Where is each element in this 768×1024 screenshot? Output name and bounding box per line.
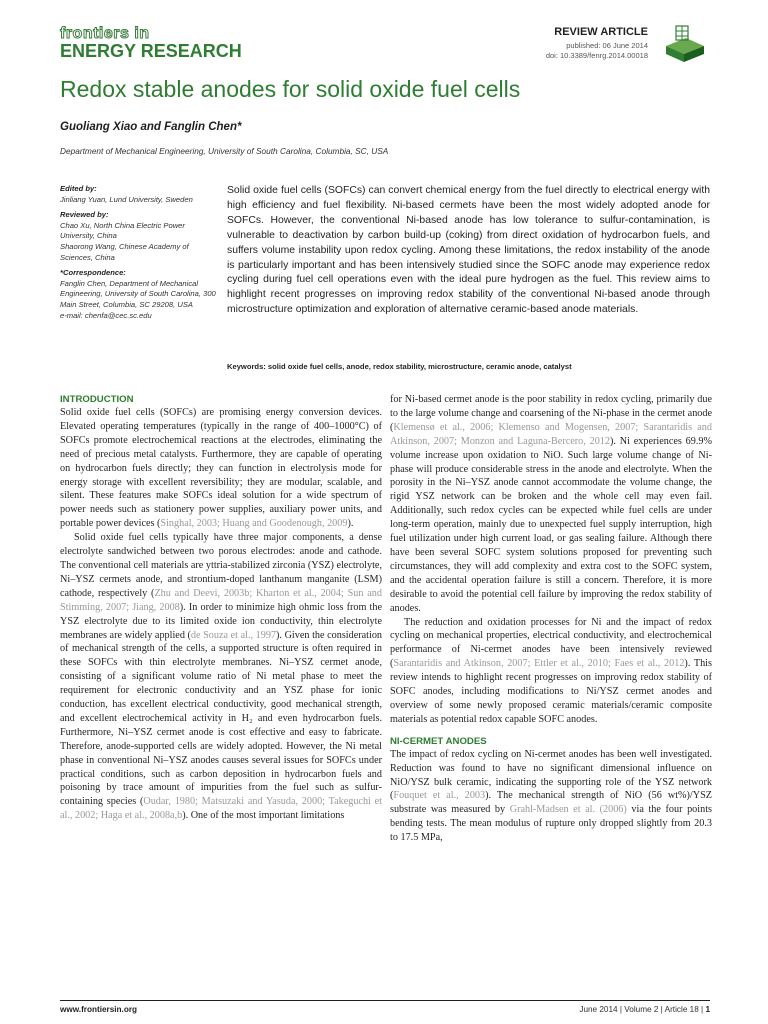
- doi: doi: 10.3389/fenrg.2014.00018: [545, 51, 648, 60]
- published-date: published: 06 June 2014: [566, 41, 648, 50]
- paragraph: The reduction and oxidation processes for Ni and the impact of redox cycling on mechanical properties, electrical conductivity, and electrochemical performance of Ni-cermet anodes have been intensively reviewed (Sarantaridis and Atkinson, 2007; Ettler et al., 2010; Faes et al., 2012). This review intends to highlight recent progresses on improving redox stability of SOFC anodes, including modifications to Ni/YSZ cermet anodes and overview of some newly proposed ceramic materials/ceramic composite materials as potential redox capable SOFC anodes.: [390, 616, 712, 725]
- paragraph: The impact of redox cycling on Ni-cermet anodes has been well investigated. Reduction was found to have no significant dimensional influence on NiO/YSZ bulk ceramic, indicating the supporting role of the YSZ network (Fouquet et al., 2003). The mechanical strength of NiO (56 wt%)/YSZ substrate was measured by Grahl-Madsen et al. (2006) via the four points bending tests. The mean modulus of rupture only dropped slightly from 20.3 to 17.5 MPa,: [390, 748, 712, 844]
- citation-link[interactable]: Oudar, 1980; Matsuzaki and Yasuda, 2000; Takeguchi et al., 2002; Haga et al., 2008a,b: [60, 796, 382, 822]
- edited-by-label: Edited by:: [60, 184, 97, 193]
- reviewer: Chao Xu, North China Electric Power University, China: [60, 220, 185, 241]
- citation-link[interactable]: Zhu and Deevi, 2003b; Kharton et al., 2004; Sun and Stimming, 2007; Jiang, 2008: [60, 587, 382, 613]
- paragraph: Solid oxide fuel cells typically have three major components, a dense electrolyte sandwiched between two porous electrodes: anode and cathode. The conventional cell materials are yttria-stabilized zirconia (YSZ) electrolyte, Ni–YSZ cermets anode, and strontium-doped lanthanum manganite (LSM) cathode, respectively (Zhu and Deevi, 2003b; Kharton et al., 2004; Sun and Stimming, 2007; Jiang, 2008). In order to minimize high ohmic loss from the YSZ electrolyte due to its limited oxide ion conductivity, thin electrolyte membranes are widely applied (de Souza et al., 1997). Given the consideration of mechanical strength of the cells, a supported structure is often required in these SOFCs with thin electrolyte membranes. Ni–YSZ cermet anode, consisting of a significant volume ratio of Ni metal phase to meet the requirement for electronic conductivity and an YSZ phase for ionic conduction, has excellent electrical conductivity, good mechanical strength, and excellent electrochemical activity in H₂ and even hydrocarbon fuels. Furthermore, Ni–YSZ cermet anode is cost effective and easy to fabricate. Therefore, anode-supported cells are widely adopted. However, the Ni metal phase in conventional Ni–YSZ anodes causes several issues for SOFCs under practical conditions, such as carbon deposition in hydrocarbon fuels and poisoning by trace amount of impurities from the fuel such as sulfur-containing species (Oudar, 1980; Matsuzaki and Yasuda, 2000; Takeguchi et al., 2002; Haga et al., 2008a,b). One of the most important limitations: [60, 532, 383, 822]
- citation-link[interactable]: Grahl-Madsen et al. (2006): [509, 804, 627, 816]
- page-number: 1: [705, 1005, 710, 1014]
- correspondence: Fanglin Chen, Department of Mechanical Engineering, University of South Carolina, 300 Main Street, Columbia, SC 29208, USA: [60, 278, 216, 309]
- section-heading-ni-cermet: NI-CERMET ANODES: [390, 735, 487, 747]
- editor: Jinliang Yuan, Lund University, Sweden: [60, 194, 193, 204]
- footer-website-link[interactable]: www.frontiersin.org: [60, 1005, 138, 1014]
- reviewer: Shaorong Wang, Chinese Academy of Sciences, China: [60, 241, 189, 262]
- citation-link[interactable]: Klemensø et al., 2006; Klemenso and Mogensen, 2007; Sarantaridis and Atkinson, 2007; Monzon and Laguna-Bercero, 2012: [390, 421, 712, 447]
- paragraph: for Ni-based cermet anode is the poor stability in redox cycling, primarily due to the large volume change and coarsening of the Ni-phase in the cermet anode (Klemensø et al., 2006; Klemenso and Mogensen, 2007; Sarantaridis and Atkinson, 2007; Monzon and Laguna-Bercero, 2012). Ni experiences 69.9% volume increase upon oxidation to NiO. Such large volume change of Ni-phase will produce considerable stress in the anode and electrolyte. When the porosity in the Ni–YSZ anode cannot accommodate the volume change, the rigid YSZ network can be broken and the whole cell may even fail. Additionally, such redox cycles can be expected while fuel cells are under long-term operation, mainly due to unexpected fuel supply interruption, high fuel utilization under high current load, or gas sealing failure. Although there have been several SOFC system solutions proposed for preventing such circumstances, they will add complexity and extra cost to the SOFC system, and the accidental operation failure is still a concern. Therefore, it is more desirable to avoid the potential cell failure by improving the redox stability of anodes.: [390, 394, 713, 614]
- citation-link[interactable]: de Souza et al., 1997: [190, 629, 277, 641]
- body-column-right: [390, 393, 712, 845]
- abstract: Solid oxide fuel cells (SOFCs) can convert chemical energy from the fuel directly to electrical energy with high efficiency and fuel flexibility. Ni-based cermets have been the most widely adopted anode for SOFCs. However, the conventional Ni-based anode has low tolerance to sulfur-contamination, is vulnerable to deactivation by carbon build-up (coking) from direct oxidation of hydrocarbon fuels, and suffers volume instability upon redox cycling. Among these limitations, the redox instability of the anode is particularly important and has been intensively studied since the SOFC anode may experience redox cycling during fuel cell operations even with the ideal pure hydrogen as the fuel. This review aims to highlight recent progresses on improving redox stability of the conventional Ni-based anode through microstructure optimization and exploration of alternative ceramic-based anode materials.: [227, 185, 710, 316]
- article-type: REVIEW ARTICLE: [554, 26, 648, 38]
- paragraph: Solid oxide fuel cells (SOFCs) are promising energy conversion devices. Elevated operating temperatures (typically in the range of 400–1000°C) of SOFCs promote electrochemical reactions at the electrodes, eliminating the need of precious metal catalysts. Furthermore, they are capable of operating on hydrocarbon fuels directly; they can function in electrolysis mode for energy storage with excellent reversibility; they are modular, scalable, and silent. These features make SOFCs ideal solution for a wide spectrum of power needs such as stationery power supplies, auxiliary power units, and portable power devices (Singhal, 2003; Huang and Goodenough, 2009).: [60, 407, 382, 530]
- energy-research-icon: [662, 22, 706, 64]
- email-link[interactable]: e-mail: chenfa@cec.sc.edu: [60, 310, 152, 320]
- reviewed-by-label: Reviewed by:: [60, 210, 109, 220]
- footer-divider: [60, 1000, 710, 1001]
- editorial-sidebar: [60, 184, 218, 326]
- journal-logo-name: ENERGY RESEARCH: [60, 41, 242, 61]
- journal-logo-frontiers-in: frontiers in: [60, 25, 150, 42]
- body-column-left: [60, 393, 382, 823]
- authors: Guoliang Xiao and Fanglin Chen*: [60, 121, 242, 133]
- section-heading-introduction: INTRODUCTION: [60, 394, 134, 405]
- citation-link[interactable]: Fouquet et al., 2003: [393, 790, 486, 802]
- citation-link[interactable]: Singhal, 2003; Huang and Goodenough, 2009: [160, 518, 348, 530]
- citation-link[interactable]: Sarantaridis and Atkinson, 2007; Ettler et al., 2010; Faes et al., 2012: [393, 658, 685, 670]
- footer-citation-info: June 2014 | Volume 2 | Article 18 | 1: [579, 1005, 710, 1014]
- affiliation: Department of Mechanical Engineering, University of South Carolina, Columbia, SC, USA: [60, 146, 389, 156]
- article-title: Redox stable anodes for solid oxide fuel cells: [60, 76, 521, 102]
- correspondence-label: *Correspondence:: [60, 268, 126, 278]
- keywords: Keywords: solid oxide fuel cells, anode, redox stability, microstructure, ceramic anode, catalyst: [227, 362, 572, 371]
